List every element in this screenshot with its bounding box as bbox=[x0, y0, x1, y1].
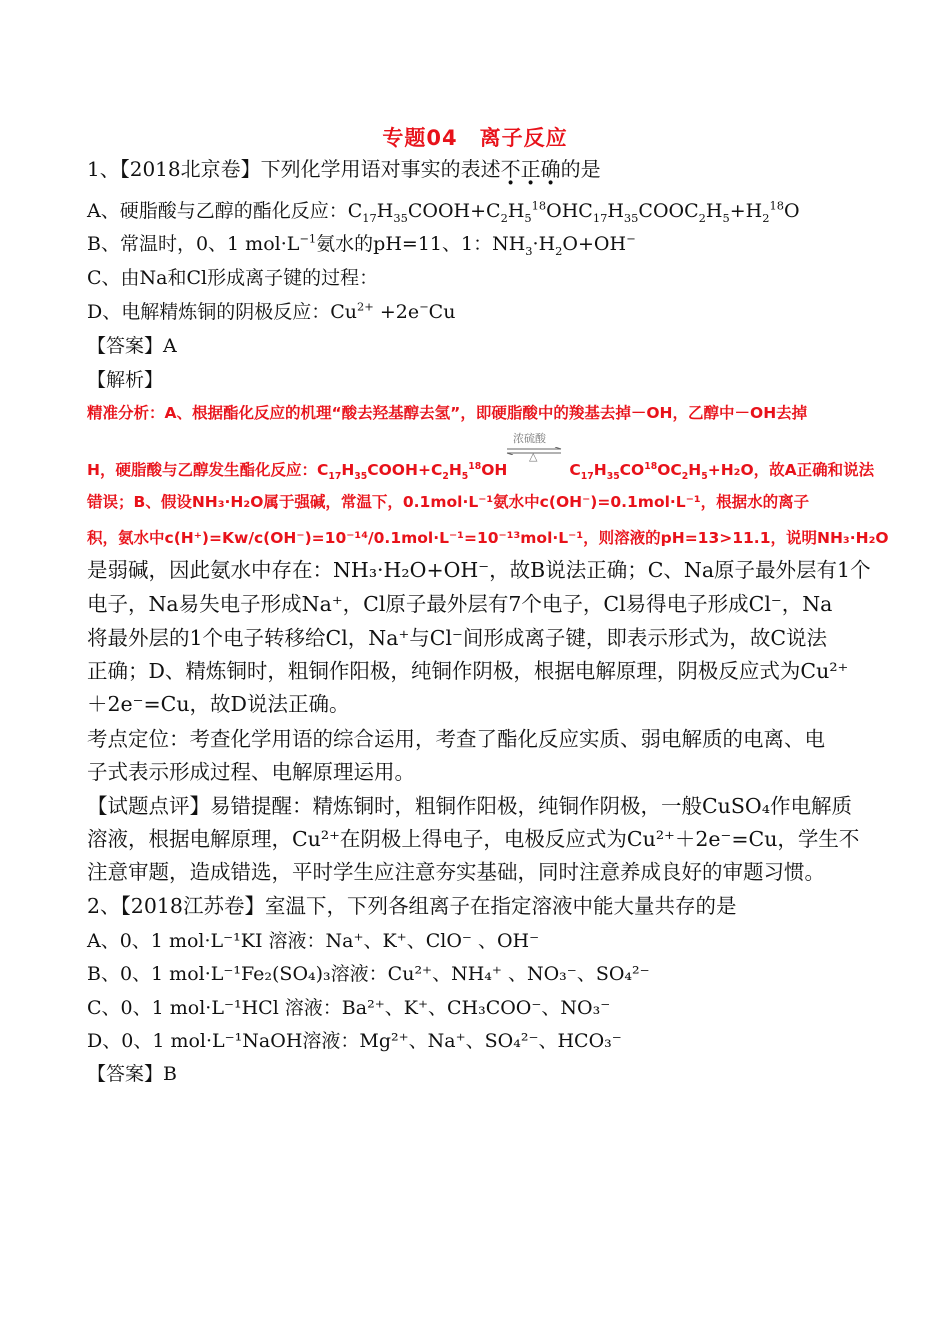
heat-triangle-icon: △ bbox=[529, 450, 538, 463]
analysis-line-6: 电子，Na易失电子形成Na⁺，Cl原子最外层有7个电子，Cl易得电子形成Cl⁻，Na bbox=[87, 592, 833, 616]
question-1-option-b: B、常温时，0、1 $mol\cdot L^{-1}$氨水的pH=11、1：$NH_3\cdot H_2O+OH^-$ bbox=[87, 231, 636, 258]
question-1-option-a: A、硬脂酸与乙醇的酯化反应：$C_{17}H_{35}COOH+C_2H_5^{18}OHC_{17}H_{35}COOC_2H_5+H_2^{18}O$ bbox=[87, 198, 800, 225]
emphasis-dot-char: 正 bbox=[520, 157, 541, 181]
question-1-stem: 1、【2018北京卷】下列化学用语对事实的表述不正确的是 bbox=[87, 157, 601, 181]
review-line-2: 溶液，根据电解原理，Cu²⁺在阴极上得电子，电极反应式为Cu²⁺＋2e⁻=Cu，学生不 bbox=[87, 827, 860, 851]
question-2-answer: 【答案】B bbox=[87, 1063, 177, 1085]
emphasis-dot-char: 确 bbox=[540, 157, 561, 181]
review-line-1: 【试题点评】易错提醒：精炼铜时，粗铜作阳极，纯铜作阴极，一般CuSO₄作电解质 bbox=[87, 794, 852, 818]
analysis-red-line-2: H，硬脂酸与乙醇发生酯化反应：$C_{17}H_{35}COOH+C_2H_5^{18}OH$ $C_{17}H_{35}CO^{18}OC_2H_5+H_2O$，故A正确和说法 bbox=[87, 460, 875, 483]
analysis-red-line-3: 错误；B、假设NH₃·H₂O属于强碱，常温下，0.1mol·L⁻¹氨水中c(OH⁻)=0.1mol·L⁻¹，根据水的离子 bbox=[87, 493, 810, 511]
question-1-option-d: D、电解精炼铜的阴极反应：$Cu^{2+} +2e^-Cu$ bbox=[87, 299, 456, 323]
question-1-option-c: C、由Na和Cl形成离子键的过程： bbox=[87, 267, 379, 289]
emphasis-dot-char: 不 bbox=[500, 157, 521, 181]
question-2-option-a: A、0、1 mol·L⁻¹KI 溶液：Na⁺、K⁺、ClO⁻ 、OH⁻ bbox=[87, 930, 540, 952]
review-line-3: 注意审题，造成错选，平时学生应注意夯实基础，同时注意养成良好的审题习惯。 bbox=[87, 860, 825, 884]
question-2-stem: 2、【2018江苏卷】室温下，下列各组离子在指定溶液中能大量共存的是 bbox=[87, 894, 737, 918]
question-1-answer: 【答案】A bbox=[87, 335, 177, 357]
question-1-analysis-label: 【解析】 bbox=[87, 369, 164, 391]
question-2-option-d: D、0、1 mol·L⁻¹NaOH溶液：Mg²⁺、Na⁺、SO₄²⁻、HCO₃⁻ bbox=[87, 1030, 622, 1052]
question-2-option-b: B、0、1 mol·L⁻¹Fe₂(SO₄)₃溶液：Cu²⁺、NH₄⁺ 、NO₃⁻、SO₄²⁻ bbox=[87, 963, 650, 985]
page-title: 专题04 离子反应 bbox=[382, 126, 568, 150]
analysis-red-line-4: 积，氨水中c(H⁺)=Kw/c(OH⁻)=10⁻¹⁴/0.1mol·L⁻¹=10⁻¹³mol·L⁻¹，则溶液的pH=13>11.1，说明NH₃·H₂O bbox=[87, 529, 889, 547]
analysis-red-line-1: 精准分析：A、根据酯化反应的机理“酸去羟基醇去氢”，即硬脂酸中的羧基去掉－OH，乙醇中－OH去掉 bbox=[87, 404, 808, 422]
key-point-line-2: 子式表示形成过程、电解原理运用。 bbox=[87, 760, 415, 784]
key-point-line-1: 考点定位：考查化学用语的综合运用，考查了酯化反应实质、弱电解质的电离、电 bbox=[87, 727, 825, 751]
analysis-line-5: 是弱碱，因此氨水中存在：NH₃·H₂O+OH⁻，故B说法正确；C、Na原子最外层有1个 bbox=[87, 558, 871, 582]
catalyst-label: 浓硫酸 bbox=[513, 432, 546, 445]
question-2-option-c: C、0、1 mol·L⁻¹HCl 溶液：Ba²⁺、K⁺、CH₃COO⁻、NO₃⁻ bbox=[87, 997, 611, 1019]
analysis-line-8: 正确；D、精炼铜时，粗铜作阳极，纯铜作阴极，根据电解原理，阴极反应式为Cu²⁺ bbox=[87, 659, 849, 683]
analysis-line-9: ＋2e⁻=Cu，故D说法正确。 bbox=[87, 692, 350, 716]
analysis-line-7: 将最外层的1个电子转移给Cl，Na⁺与Cl⁻间形成离子键，即表示形式为，故C说法 bbox=[87, 626, 828, 650]
